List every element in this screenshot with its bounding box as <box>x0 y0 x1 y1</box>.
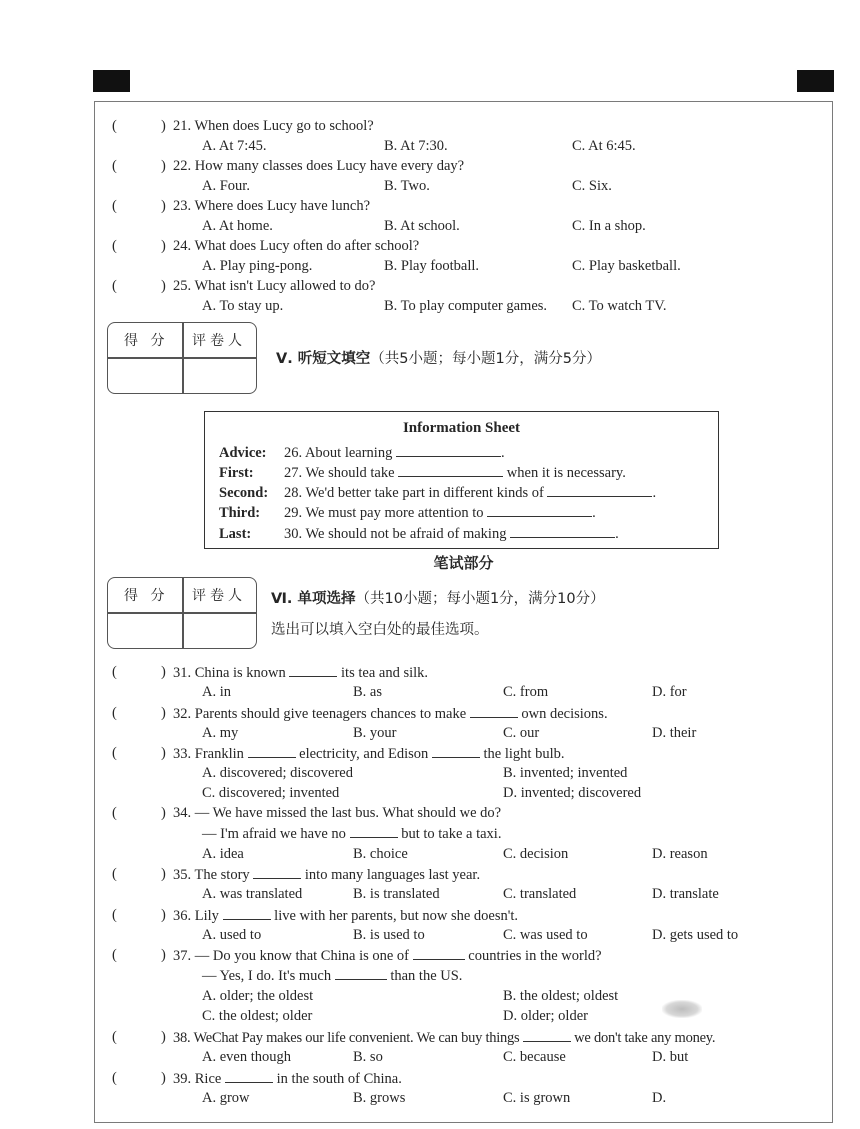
answer-blank[interactable] <box>510 523 615 538</box>
option-b: B. At 7:30. <box>384 138 448 154</box>
answer-paren-close: ) <box>161 118 166 134</box>
score-label: 得 分 <box>124 588 169 604</box>
option-b: B. Play football. <box>384 258 480 274</box>
answer-paren-open: ( <box>112 1070 117 1086</box>
answer-paren-open: ( <box>112 907 117 923</box>
section5-title: Ⅴ. 听短文填空 <box>276 351 371 367</box>
option-b: B. your <box>353 725 397 741</box>
option-a: A. in <box>202 684 231 700</box>
question-stem: 32. Parents should give teenagers chances to make own decisions. <box>173 703 608 724</box>
section6-details: （共10小题；每小题1分，满分10分） <box>355 591 605 607</box>
answer-blank[interactable] <box>335 965 387 980</box>
answer-paren-open: ( <box>112 118 117 134</box>
option-a: A. older; the oldest <box>202 988 314 1004</box>
option-b: B. is translated <box>353 886 440 902</box>
option-c: C. from <box>503 684 549 700</box>
option-c: C. Play basketball. <box>572 258 681 274</box>
corner-marker-left <box>93 70 130 92</box>
option-d: D. translate <box>652 886 719 902</box>
option-a: A. was translated <box>202 886 303 902</box>
info-row-third: Third: 29. We must pay more attention to . <box>219 502 596 523</box>
option-c: C. To watch TV. <box>572 298 667 314</box>
option-c: C. is grown <box>503 1090 571 1106</box>
option-d: D. for <box>652 684 687 700</box>
corner-marker-right <box>797 70 834 92</box>
option-a: A. Play ping-pong. <box>202 258 313 274</box>
answer-paren-close: ) <box>161 745 166 761</box>
option-a: A. idea <box>202 846 244 862</box>
option-b: B. At school. <box>384 218 460 234</box>
information-sheet-title: Information Sheet <box>402 420 521 436</box>
section6-title: Ⅵ. 单项选择 <box>271 591 356 607</box>
option-c: C. because <box>503 1049 566 1065</box>
option-d: D. but <box>652 1049 689 1065</box>
option-b: B. choice <box>353 846 408 862</box>
section6-heading <box>271 587 605 608</box>
info-row-label: Second: <box>219 485 269 501</box>
answer-paren-open: ( <box>112 198 117 214</box>
info-row-second: Second: 28. We'd better take part in different kinds of . <box>219 482 656 503</box>
info-row-label: Advice: <box>219 445 267 461</box>
grader-label: 评卷人 <box>192 333 246 349</box>
information-sheet <box>204 411 719 549</box>
answer-paren-open: ( <box>112 947 117 963</box>
answer-blank[interactable] <box>350 823 398 838</box>
answer-blank[interactable] <box>547 482 652 497</box>
answer-blank[interactable] <box>253 864 301 879</box>
option-a: A. discovered; discovered <box>202 765 353 781</box>
option-b: B. so <box>353 1049 383 1065</box>
option-d: D. <box>652 1090 667 1106</box>
option-c: C. the oldest; older <box>202 1008 313 1024</box>
answer-paren-close: ) <box>161 198 166 214</box>
option-d: D. older; older <box>503 1008 588 1024</box>
option-d: D. their <box>652 725 697 741</box>
exam-page-frame <box>94 101 833 1123</box>
option-c: C. translated <box>503 886 577 902</box>
option-b: B. the oldest; oldest <box>503 988 619 1004</box>
answer-blank[interactable] <box>223 905 271 920</box>
info-row-first: First: 27. We should take when it is necessary. <box>219 462 626 483</box>
info-row-label: Third: <box>219 505 261 521</box>
section5-heading <box>276 347 601 368</box>
answer-paren-open: ( <box>112 158 117 174</box>
score-box-section5 <box>107 322 257 394</box>
grader-label: 评卷人 <box>192 588 246 604</box>
answer-paren-close: ) <box>161 238 166 254</box>
question-stem: 35. The story into many languages last year. <box>173 864 480 885</box>
answer-paren-close: ) <box>161 907 166 923</box>
option-b: B. invented; invented <box>503 765 628 781</box>
question-stem: 21. When does Lucy go to school? <box>173 118 374 134</box>
option-a: A. To stay up. <box>202 298 284 314</box>
answer-blank[interactable] <box>289 662 337 677</box>
answer-blank[interactable] <box>396 442 501 457</box>
option-a: A. At home. <box>202 218 273 234</box>
answer-paren-close: ) <box>161 664 166 680</box>
question-stem-line2: — Yes, I do. It's much than the US. <box>202 965 462 986</box>
answer-paren-open: ( <box>112 664 117 680</box>
question-stem: 37. — Do you know that China is one of countries in the world? <box>173 945 602 966</box>
answer-blank[interactable] <box>470 703 518 718</box>
scan-smudge <box>662 1000 702 1018</box>
option-d: D. gets used to <box>652 927 739 943</box>
option-c: C. decision <box>503 846 569 862</box>
option-c: C. At 6:45. <box>572 138 636 154</box>
question-stem: 33. Franklin electricity, and Edison the light bulb. <box>173 743 564 764</box>
question-stem: 38. WeChat Pay makes our life convenient. We can buy things we don't take any money. <box>173 1027 715 1048</box>
answer-paren-close: ) <box>161 866 166 882</box>
info-row-label: Last: <box>219 526 252 542</box>
answer-blank[interactable] <box>523 1027 571 1042</box>
answer-blank[interactable] <box>225 1068 273 1083</box>
question-stem: 23. Where does Lucy have lunch? <box>173 198 371 214</box>
answer-paren-open: ( <box>112 745 117 761</box>
answer-paren-close: ) <box>161 947 166 963</box>
option-a: A. grow <box>202 1090 250 1106</box>
option-b: B. grows <box>353 1090 406 1106</box>
info-row-label: First: <box>219 465 254 481</box>
score-label: 得 分 <box>124 333 169 349</box>
option-d: D. reason <box>652 846 708 862</box>
answer-blank[interactable] <box>398 462 503 477</box>
info-row-advice: Advice: 26. About learning . <box>219 442 505 463</box>
answer-paren-open: ( <box>112 805 117 821</box>
info-row-last: Last: 30. We should not be afraid of making . <box>219 523 619 544</box>
question-stem: 36. Lily live with her parents, but now she doesn't. <box>173 905 518 926</box>
answer-paren-open: ( <box>112 278 117 294</box>
option-a: A. At 7:45. <box>202 138 267 154</box>
answer-paren-open: ( <box>112 238 117 254</box>
answer-paren-open: ( <box>112 1029 117 1045</box>
question-stem-line2: — I'm afraid we have no but to take a taxi. <box>202 823 501 844</box>
score-box-section6 <box>107 577 257 649</box>
question-stem: 31. China is known its tea and silk. <box>173 662 428 683</box>
option-b: B. is used to <box>353 927 425 943</box>
option-c: C. our <box>503 725 540 741</box>
answer-paren-close: ) <box>161 158 166 174</box>
option-a: A. used to <box>202 927 262 943</box>
option-c: C. was used to <box>503 927 588 943</box>
answer-paren-close: ) <box>161 1070 166 1086</box>
answer-blank[interactable] <box>248 743 296 758</box>
answer-blank[interactable] <box>432 743 480 758</box>
option-b: B. as <box>353 684 382 700</box>
option-d: D. invented; discovered <box>503 785 642 801</box>
answer-blank[interactable] <box>487 502 592 517</box>
answer-blank[interactable] <box>413 945 465 960</box>
option-b: B. Two. <box>384 178 430 194</box>
answer-paren-close: ) <box>161 1029 166 1045</box>
option-a: A. Four. <box>202 178 250 194</box>
written-part-heading: 笔试部分 <box>433 554 494 572</box>
answer-paren-open: ( <box>112 866 117 882</box>
option-c: C. In a shop. <box>572 218 646 234</box>
answer-paren-close: ) <box>161 278 166 294</box>
question-stem: 34. — We have missed the last bus. What should we do? <box>173 805 502 821</box>
question-stem: 39. Rice in the south of China. <box>173 1068 402 1089</box>
question-stem: 25. What isn't Lucy allowed to do? <box>173 278 376 294</box>
option-b: B. To play computer games. <box>384 298 548 314</box>
section5-details: （共5小题；每小题1分，满分5分） <box>370 351 601 367</box>
option-c: C. Six. <box>572 178 612 194</box>
answer-paren-open: ( <box>112 705 117 721</box>
option-c: C. discovered; invented <box>202 785 340 801</box>
option-a: A. my <box>202 725 239 741</box>
question-stem: 22. How many classes does Lucy have every day? <box>173 158 465 174</box>
answer-paren-close: ) <box>161 805 166 821</box>
answer-paren-close: ) <box>161 705 166 721</box>
question-stem: 24. What does Lucy often do after school? <box>173 238 420 254</box>
option-a: A. even though <box>202 1049 291 1065</box>
section6-instruction: 选出可以填入空白处的最佳选项。 <box>271 622 489 638</box>
